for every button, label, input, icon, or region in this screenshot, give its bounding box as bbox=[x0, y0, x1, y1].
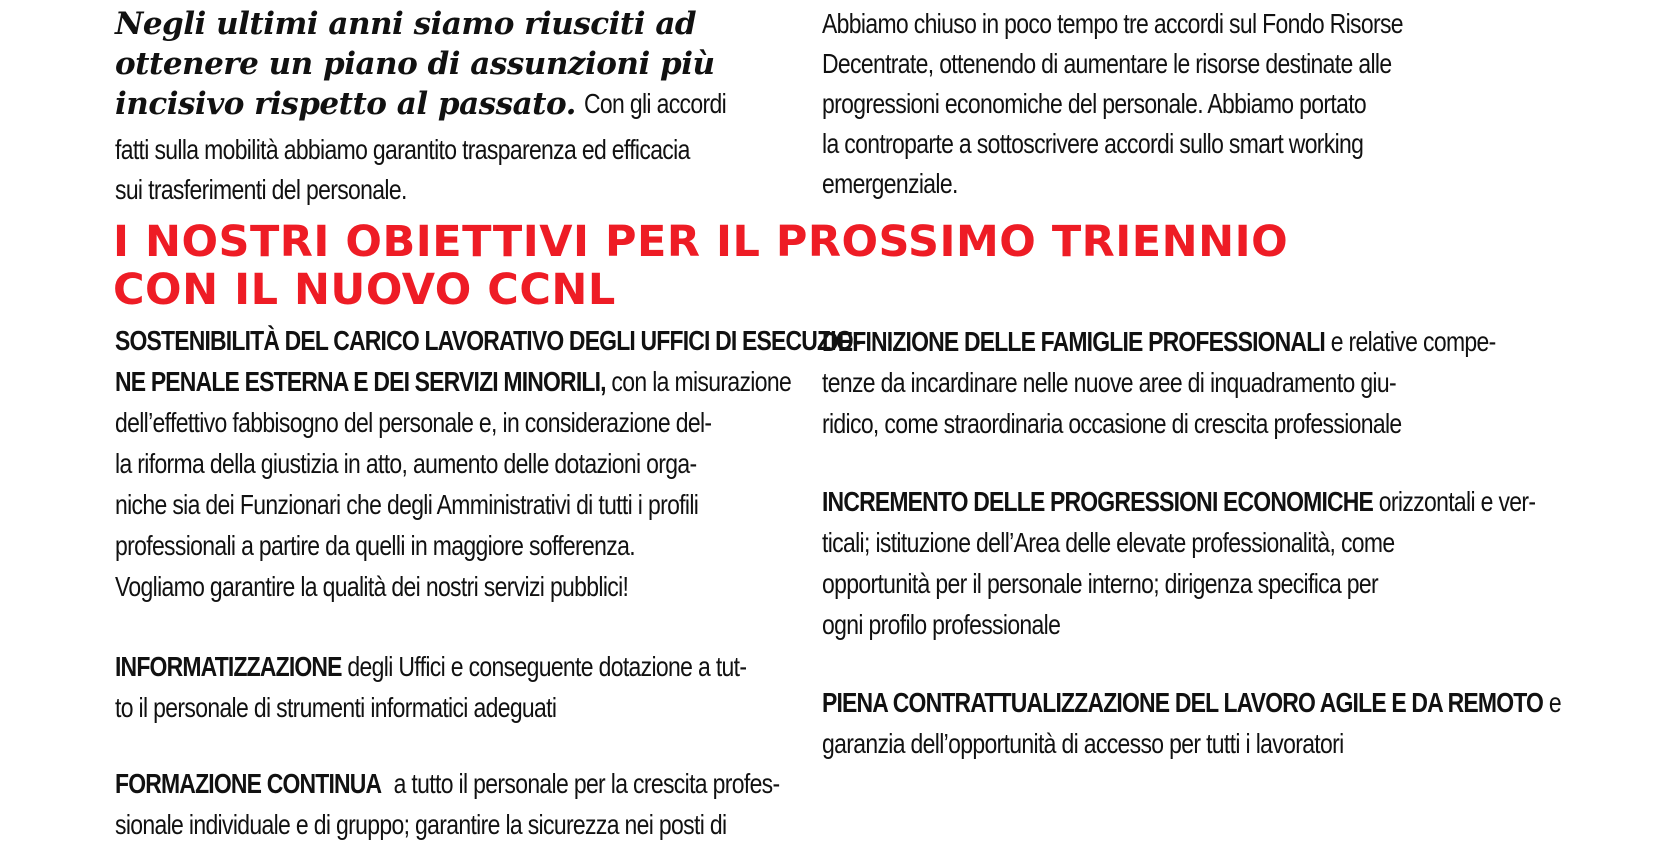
lavoro-agile-rest: e bbox=[1548, 687, 1561, 718]
intro-right-line: Decentrate, ottenendo di aumentare le risorse destinate alle bbox=[822, 48, 1392, 79]
intro-left-line: sui trasferimenti del personale. bbox=[115, 174, 407, 205]
progressioni-line-3: opportunità per il personale interno; dirigenza specifica per bbox=[822, 568, 1379, 599]
progressioni-line-1 bbox=[822, 481, 1561, 522]
sostenibilita-line-2 bbox=[115, 361, 860, 402]
lavoro-agile-bold: PIENA CONTRATTUALIZZAZIONE DEL LAVORO AGILE E DA REMOTO bbox=[822, 687, 1544, 718]
formazione-line-1 bbox=[115, 763, 860, 804]
lavoro-agile-line-2: garanzia dell’opportunità di accesso per tutti i lavoratori bbox=[822, 728, 1344, 759]
sostenibilita-line: dell’effettivo fabbisogno del personale e, in considerazione del- bbox=[115, 407, 712, 438]
sostenibilita-line: Vogliamo garantire la qualità dei nostri servizi pubblici! bbox=[115, 571, 629, 602]
progressioni-rest: orizzontali e ver- bbox=[1378, 486, 1536, 517]
sostenibilita-rest-2: con la misurazione bbox=[611, 366, 792, 397]
sostenibilita-line: professionali a partire da quelli in maggiore sofferenza. bbox=[115, 530, 635, 561]
famiglie-line-2: tenze da incardinare nelle nuove aree di inquadramento giu- bbox=[822, 367, 1396, 398]
sostenibilita-line: la riforma della giustizia in atto, aumento delle dotazioni orga- bbox=[115, 448, 697, 479]
intro-left bbox=[115, 4, 816, 210]
intro-lead-line-2: ottenere un piano di assunzioni più bbox=[115, 46, 715, 82]
heading-line-1: I NOSTRI OBIETTIVI PER IL PROSSIMO TRIENNIO bbox=[113, 217, 1289, 267]
section-heading bbox=[113, 218, 1288, 314]
famiglie-bold: DEFINIZIONE DELLE FAMIGLIE PROFESSIONALI bbox=[822, 326, 1325, 357]
intro-right bbox=[822, 4, 1530, 204]
informatizzazione-line-1 bbox=[115, 646, 860, 687]
progressioni-line-2: ticali; istituzione dell’Area delle elevate professionalità, come bbox=[822, 527, 1395, 558]
famiglie-line-1 bbox=[822, 321, 1561, 362]
informatizzazione-bold: INFORMATIZZAZIONE bbox=[115, 651, 342, 682]
progressioni-bold: INCREMENTO DELLE PROGRESSIONI ECONOMICHE bbox=[822, 486, 1374, 517]
informatizzazione-rest: degli Uffici e conseguente dotazione a tut- bbox=[347, 651, 747, 682]
sostenibilita-bold-2: NE PENALE ESTERNA E DEI SERVIZI MINORILI, bbox=[115, 366, 606, 397]
goals-right bbox=[822, 321, 1654, 764]
lavoro-agile-line-1 bbox=[822, 682, 1561, 723]
formazione-rest: a tutto il personale per la crescita profes- bbox=[393, 768, 780, 799]
intro-right-line: progressioni economiche del personale. Abbiamo portato bbox=[822, 88, 1367, 119]
intro-lead-line-1: Negli ultimi anni siamo riusciti ad bbox=[115, 6, 697, 42]
intro-right-line: Abbiamo chiuso in poco tempo tre accordi sul Fondo Risorse bbox=[822, 8, 1403, 39]
famiglie-rest: e relative compe- bbox=[1330, 326, 1496, 357]
formazione-line-2: sionale individuale e di gruppo; garantire la sicurezza nei posti di bbox=[115, 809, 727, 840]
informatizzazione-line-2: to il personale di strumenti informatici adeguati bbox=[115, 692, 557, 723]
intro-lead-line-3: incisivo rispetto al passato. bbox=[115, 86, 576, 122]
intro-right-line: emergenziale. bbox=[822, 168, 958, 199]
intro-lead-line-3-row bbox=[115, 84, 816, 130]
heading-line-2: CON IL NUOVO CCNL bbox=[113, 265, 616, 315]
intro-left-line: fatti sulla mobilità abbiamo garantito trasparenza ed efficacia bbox=[115, 134, 690, 165]
sostenibilita-line: niche sia dei Funzionari che degli Amministrativi di tutti i profili bbox=[115, 489, 699, 520]
sostenibilita-bold-1: SOSTENIBILITÀ DEL CARICO LAVORATIVO DEGLI UFFICI DI ESECUZIO- bbox=[115, 325, 860, 356]
famiglie-line-3: ridico, come straordinaria occasione di crescita professionale bbox=[822, 408, 1402, 439]
formazione-bold: FORMAZIONE CONTINUA bbox=[115, 768, 382, 799]
progressioni-line-4: ogni profilo professionale bbox=[822, 609, 1061, 640]
intro-after-lead: Con gli accordi bbox=[584, 88, 727, 119]
intro-right-line: la controparte a sottoscrivere accordi sullo smart working bbox=[822, 128, 1364, 159]
